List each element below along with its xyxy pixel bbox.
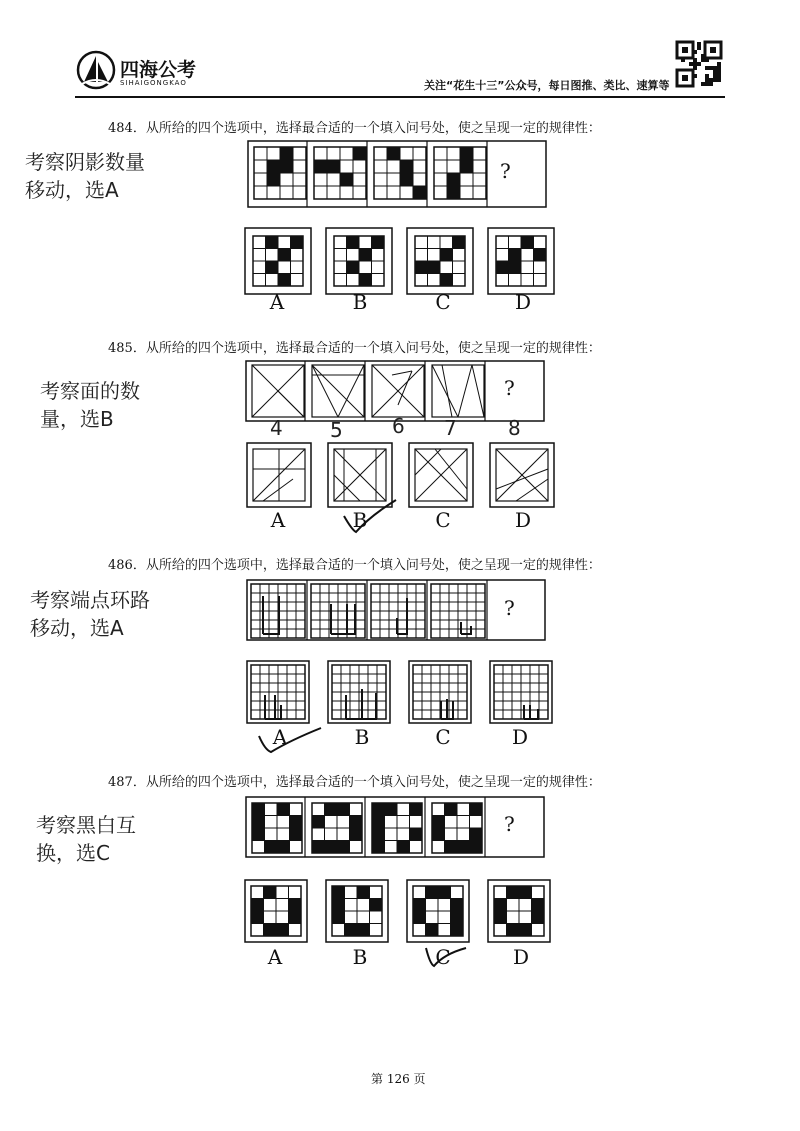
q485-check-mark-icon [340,496,400,536]
promo-text: 关注“花生十三”公众号，每日图推、类比、速算等 [424,79,670,92]
q484-option-figure-4 [496,236,546,286]
q486-note-line1: 考察端点环路 [30,588,150,612]
q485-option-c[interactable]: C [435,508,451,532]
q486-sequence [247,580,547,648]
q485-count-4: 7 [444,416,457,440]
q486-option-c[interactable]: C [435,725,451,749]
brand-logo [76,50,116,94]
q484-option-c[interactable]: C [435,290,451,314]
q485-option-a[interactable]: A [270,508,286,532]
q485-figure-2 [312,365,364,417]
q485-count-1: 4 [270,416,283,440]
q484-figure-2 [314,147,366,199]
q486-option-a[interactable]: A [272,725,288,749]
q485-option-figure-2 [334,449,386,501]
q487-figure-1 [252,803,302,853]
q487-figure-4 [432,803,482,853]
q485-option-figure-1 [253,449,305,501]
q487-note-line1: 考察黑白互 [36,813,136,837]
q487-check-mark-icon [422,942,472,972]
q485-count-3: 6 [392,414,405,438]
qr-code-icon[interactable] [677,42,721,90]
q485-option-figure-4 [496,449,548,501]
q487-prompt: 487．从所给的四个选项中，选择最合适的一个填入问号处，使之呈现一定的规律性： [108,775,601,790]
q487-note [36,811,136,867]
q487-option-b[interactable]: B [352,945,368,969]
q487-note-line2: 换，选C [36,841,110,865]
q486-note [30,586,150,642]
q486-figure-4 [431,584,485,638]
q485-figure-3 [372,365,424,417]
q486-option-d[interactable]: D [511,725,529,749]
q485-question-mark: ? [504,376,515,400]
sail-logo-icon [76,50,116,90]
q484-note-line2: 移动，选A [25,178,119,202]
header-divider [75,96,725,98]
q485-option-d[interactable]: D [514,508,532,532]
q487-option-d[interactable]: D [512,945,530,969]
q487-question-mark: ? [504,812,515,836]
q485-count-2: 5 [330,418,343,442]
q484-note-line1: 考察阴影数量 [25,150,145,174]
q487-options [245,880,565,948]
q486-figure-2 [311,584,365,638]
q484-option-figure-1 [253,236,303,286]
q484-option-a[interactable]: A [269,290,285,314]
q486-note-line2: 移动，选A [30,616,124,640]
q485-option-figure-3 [415,449,467,501]
q485-options [247,443,567,517]
q486-options [247,661,567,729]
logo-title: 四海公考 [120,59,197,81]
q484-option-figure-2 [334,236,384,286]
q486-question-mark: ? [504,596,515,620]
q487-option-figure-3 [413,886,463,936]
q484-option-d[interactable]: D [514,290,532,314]
q484-option-figure-3 [415,236,465,286]
q484-option-b[interactable]: B [352,290,368,314]
q484-figure-1 [254,147,306,199]
q485-option-b[interactable]: B [352,508,368,532]
q487-option-a[interactable]: A [267,945,283,969]
q487-sequence [246,797,546,863]
q485-note-line2: 量，选B [40,407,114,431]
q487-option-figure-4 [494,886,544,936]
q484-prompt: 484．从所给的四个选项中，选择最合适的一个填入问号处，使之呈现一定的规律性： [108,121,601,136]
q485-figure-4 [432,365,484,417]
q487-option-c[interactable]: C [435,945,451,969]
q486-check-mark-icon [255,722,325,758]
q484-sequence [248,141,548,215]
q487-figure-2 [312,803,362,853]
q485-note-line1: 考察面的数 [40,379,140,403]
logo-pinyin: SIHAIGONGKAO [120,79,187,87]
page-number: 第 126 页 [371,1072,426,1086]
q486-option-figure-2 [332,665,386,719]
q486-prompt: 486．从所给的四个选项中，选择最合适的一个填入问号处，使之呈现一定的规律性： [108,558,601,573]
q486-option-figure-1 [251,665,305,719]
q486-option-figure-4 [494,665,548,719]
q485-prompt: 485．从所给的四个选项中，选择最合适的一个填入问号处，使之呈现一定的规律性： [108,341,601,356]
q487-figure-3 [372,803,422,853]
q485-count-5: 8 [508,416,521,440]
q484-figure-3 [374,147,426,199]
q485-figure-1 [252,365,304,417]
q486-option-b[interactable]: B [354,725,370,749]
q484-note [25,148,145,204]
q485-note [40,377,140,433]
q487-option-figure-1 [251,886,301,936]
q484-question-mark: ? [500,159,511,183]
q484-figure-4 [434,147,486,199]
q487-option-figure-2 [332,886,382,936]
